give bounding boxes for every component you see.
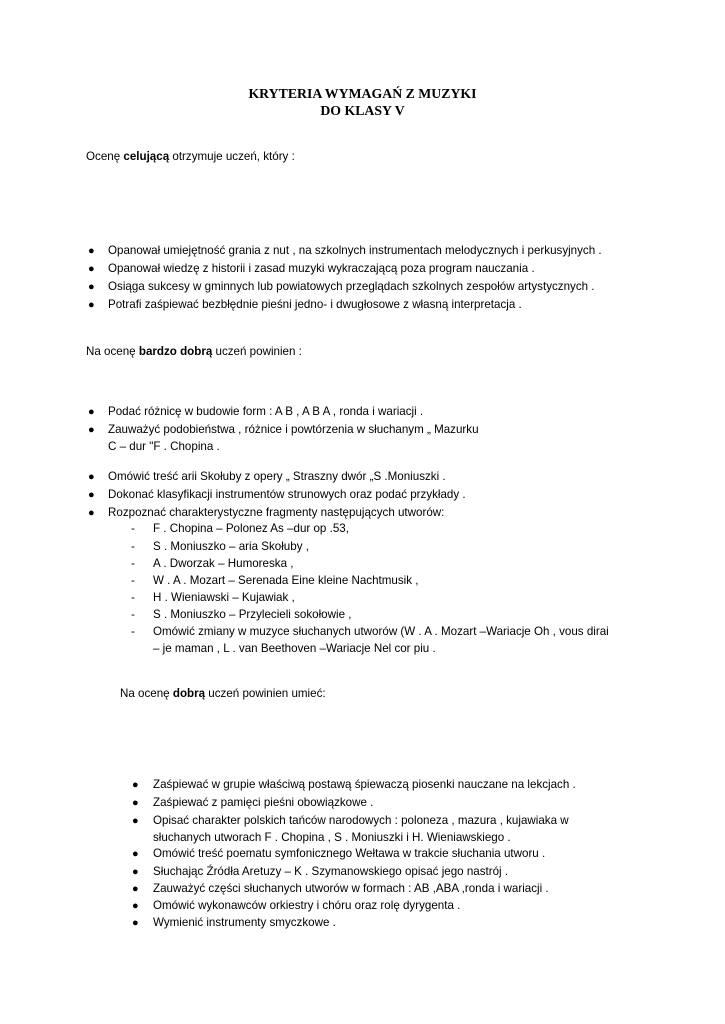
sub-list-item: S . Moniuszko – Przylecieli sokołowie , [153, 608, 352, 621]
bullet-icon: ● [88, 299, 95, 311]
bullet-icon: ● [132, 815, 139, 827]
list-item: Opanował umiejętność grania z nut , na szkolnych instrumentach melodycznych i perkusyjnych . [108, 244, 602, 257]
dash-marker: - [131, 625, 135, 638]
bullet-icon: ● [88, 424, 95, 436]
bullet-icon: ● [88, 507, 95, 519]
dash-marker: - [131, 540, 135, 553]
bullet-icon: ● [132, 917, 139, 929]
section-intro-bardzo-dobra: Na ocenę bardzo dobrą uczeń powinien : [86, 345, 302, 358]
list-item: Opanował wiedzę z historii i zasad muzyki wykraczającą poza program nauczania . [108, 262, 535, 275]
dash-marker: - [131, 591, 135, 604]
bullet-icon: ● [132, 866, 139, 878]
list-item: Rozpoznać charakterystyczne fragmenty następujących utworów: [108, 506, 445, 519]
list-item: Podać różnicę w budowie form : A B , A B A , ronda i wariacji . [108, 405, 424, 418]
bullet-icon: ● [88, 471, 95, 483]
list-item: Omówić wykonawców orkiestry i chóru oraz rolę dyrygenta . [153, 899, 461, 912]
list-item: Dokonać klasyfikacji instrumentów strunowych oraz podać przykłady . [108, 488, 466, 501]
list-item: Zaśpiewać z pamięci pieśni obowiązkowe . [153, 796, 374, 809]
section-intro-celujaca: Ocenę celującą otrzymuje uczeń, który : [86, 150, 295, 163]
sub-list-item-continuation: – je maman , L . van Beethoven –Wariacje Nel cor piu . [153, 642, 436, 655]
list-item: Osiąga sukcesy w gminnych lub powiatowych przeglądach szkolnych zespołów artystycznych . [108, 280, 595, 293]
grade-label: dobrą [172, 687, 206, 700]
dash-marker: - [131, 522, 135, 535]
sub-list-item: H . Wieniawski – Kujawiak , [153, 591, 295, 604]
list-item: Zauważyć części słuchanych utworów w formach : AB ,ABA ,ronda i wariacji . [153, 882, 549, 895]
bullet-icon: ● [88, 489, 95, 501]
bullet-icon: ● [132, 797, 139, 809]
list-item: Zauważyć podobieństwa , różnice i powtórzenia w słuchanym „ Mazurku [108, 423, 479, 436]
dash-marker: - [131, 574, 135, 587]
document-subtitle: DO KLASY V [320, 103, 405, 118]
grade-label: bardzo dobrą [138, 345, 213, 358]
sub-list-item: F . Chopina – Polonez As –dur op .53, [153, 522, 349, 535]
bullet-icon: ● [88, 245, 95, 257]
list-item: Słuchając Źródła Aretuzy – K . Szymanowskiego opisać jego nastrój . [153, 865, 509, 878]
grade-label: celującą [123, 150, 170, 163]
list-item: Potrafi zaśpiewać bezbłędnie pieśni jedno- i dwugłosowe z własną interpretacja . [108, 298, 522, 311]
sub-list-item: A . Dworzak – Humoreska , [153, 557, 294, 570]
bullet-icon: ● [88, 281, 95, 293]
bullet-icon: ● [132, 779, 139, 791]
bullet-icon: ● [132, 848, 139, 860]
list-item: Omówić treść arii Skołuby z opery „ Straszny dwór „S .Moniuszki . [108, 470, 446, 483]
bullet-icon: ● [88, 406, 95, 418]
list-item: Zaśpiewać w grupie właściwą postawą śpiewaczą piosenki nauczane na lekcjach . [153, 778, 576, 791]
sub-list-item: Omówić zmiany w muzyce słuchanych utworów (W . A . Mozart –Wariacje Oh , vous dirai [153, 625, 609, 638]
sub-list-item: S . Moniuszko – aria Skołuby , [153, 540, 309, 553]
dash-marker: - [131, 557, 135, 570]
sub-list-item: W . A . Mozart – Serenada Eine kleine Nachtmusik , [153, 574, 419, 587]
list-item: Opisać charakter polskich tańców narodowych : poloneza , mazura , kujawiaka w [153, 814, 569, 827]
bullet-icon: ● [132, 900, 139, 912]
dash-marker: - [131, 608, 135, 621]
document-title: KRYTERIA WYMAGAŃ Z MUZYKI [248, 86, 477, 101]
list-item: Omówić treść poematu symfonicznego Wełtawa w trakcie słuchania utworu . [153, 847, 546, 860]
bullet-icon: ● [132, 883, 139, 895]
list-item-continuation: słuchanych utworach F . Chopina , S . Moniuszki i H. Wieniawskiego . [153, 831, 511, 844]
list-item: Wymienić instrumenty smyczkowe . [153, 916, 336, 929]
list-item-continuation: C – dur "F . Chopina . [108, 440, 220, 453]
bullet-icon: ● [88, 263, 95, 275]
section-intro-dobra: Na ocenę dobrą uczeń powinien umieć: [120, 687, 326, 700]
